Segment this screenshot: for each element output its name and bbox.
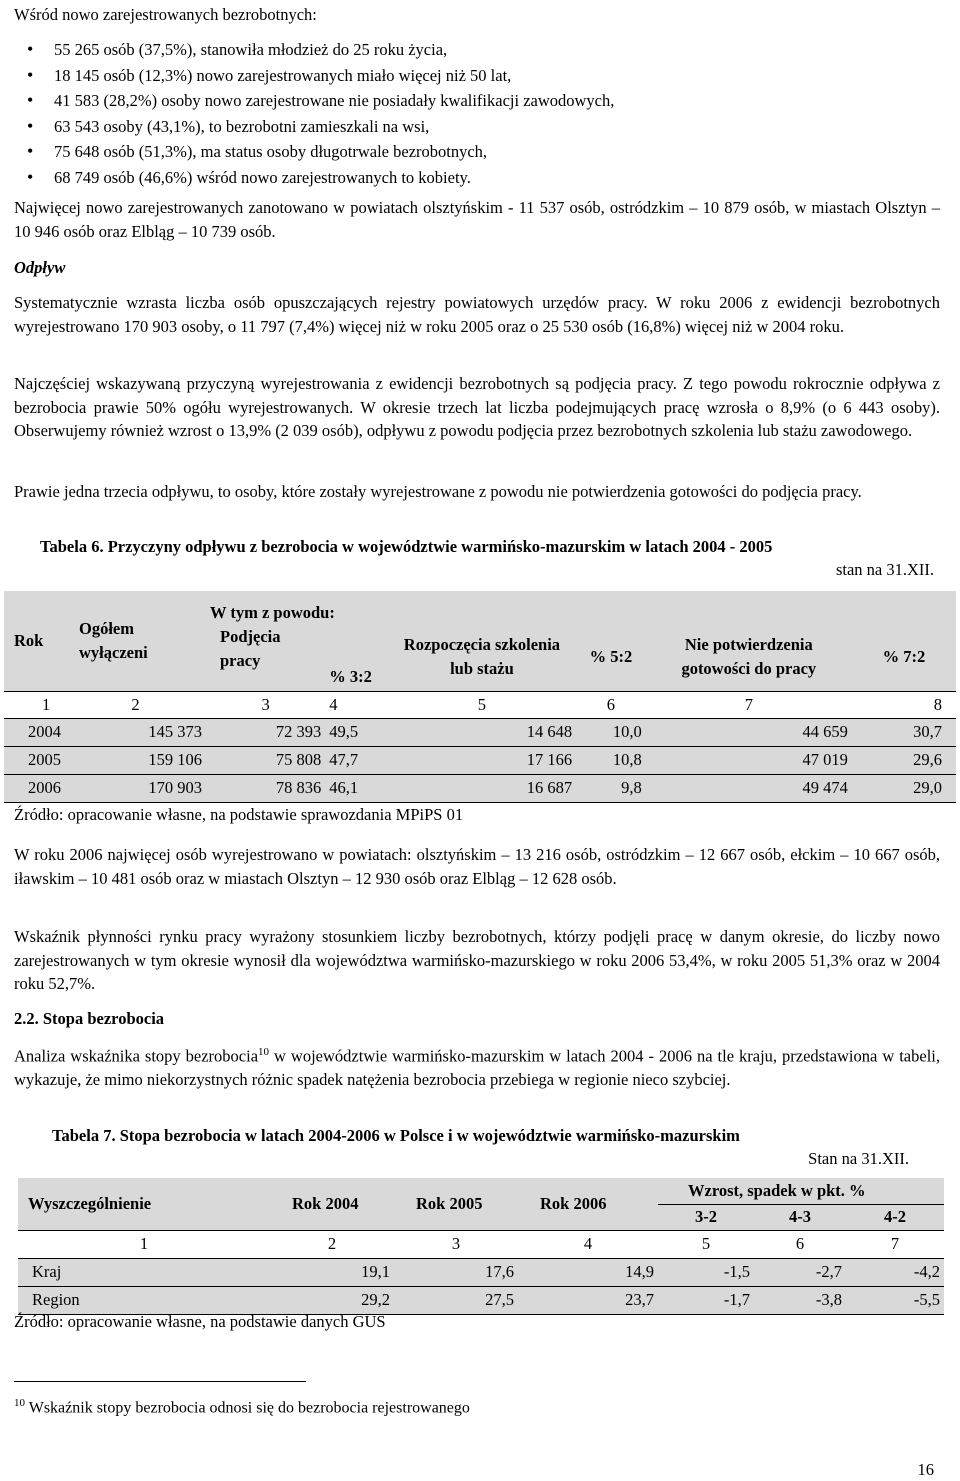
table-cell: 3 [206,691,325,718]
table-cell: -3,8 [754,1286,846,1314]
table-cell: 6 [576,691,646,718]
table-cell: 47 019 [646,746,852,774]
footnote [14,1392,940,1420]
table-7 [18,1178,944,1315]
table-row [4,691,956,718]
header-rok-2005: Rok 2005 [416,1193,483,1213]
table-cell: Region [18,1286,270,1314]
paragraph-text: Analiza wskaźnika stopy bezrobocia [14,1046,259,1066]
list-item: • 18 145 osób (12,3%) nowo zarejestrowanych miało więcej niż 50 lat, [14,63,614,89]
table-cell: 2005 [4,746,65,774]
table-row [18,1258,944,1286]
table-cell: 5 [658,1230,754,1258]
table-cell: 1 [4,691,65,718]
footnote-number: 10 [14,1397,25,1409]
header-w-tym: W tym z powodu: [210,603,335,622]
table-cell: 3 [394,1230,518,1258]
footnote-ref: 10 [258,1046,270,1058]
table-cell: 46,1 [325,774,388,802]
table-cell: 19,1 [270,1258,394,1286]
header-wzrost: Wzrost, spadek w pkt. % [688,1180,866,1200]
paragraph: Najczęściej wskazywaną przyczyną wyrejestrowania z ewidencji bezrobotnych są podjęcia pracy. Z tego powodu rokrocznie odpływa z bezrobocia prawie 50% ogółu wyrejestrowanych. W okresie trzech lat liczba podejmujących pracę wzrosła o 8,9% (o 6 443 osoby). Obserwujemy również wzrost o 13,9% (2 039 osób), odpływu z powodu podjęcia przez bezrobotnych szkolenia lub stażu zawodowego. [14,374,940,440]
header-4-2: 4-2 [846,1204,944,1230]
footnote-separator [14,1381,306,1382]
header-pct-3-2: % 3:2 [329,666,372,686]
table-cell: 170 903 [65,774,206,802]
table-cell: 4 [325,691,388,718]
list-item: • 41 583 (28,2%) osoby nowo zarejestrowane nie posiadały kwalifikacji zawodowych, [14,88,614,114]
header-podjecia: Podjęcia pracy [220,627,281,670]
table-row [4,718,956,746]
table-cell: 7 [846,1230,944,1258]
table-cell: 72 393 [206,718,325,746]
table-cell: -5,5 [846,1286,944,1314]
table-cell: 49 474 [646,774,852,802]
table-cell: 16 687 [388,774,576,802]
table-cell: 145 373 [65,718,206,746]
table-cell: 8 [852,691,956,718]
page-number: 16 [917,1460,934,1479]
table-status: Stan na 31.XII. [808,1149,909,1168]
header-4-3: 4-3 [754,1204,846,1230]
paragraph-text: w województwie warmińsko-mazurskim w latach 2004 - 2006 na tle kraju, przedstawiona w tabeli, wykazuje, że mimo niekorzystnych różnic spadek natężenia bezrobocia przebiega w regionie nieco szybciej. [14,1046,941,1089]
table-6 [4,591,956,803]
table-cell: 47,7 [325,746,388,774]
table-cell: 27,5 [394,1286,518,1314]
table-cell: 14,9 [518,1258,658,1286]
table-cell: -4,2 [846,1258,944,1286]
paragraph: Wskaźnik płynności rynku pracy wyrażony stosunkiem liczby bezrobotnych, którzy podjęli pracę w danym okresie, do liczby nowo zarejestrowanych w tym okresie wynosił dla województwa warmińsko-mazurskiego w roku 2006 53,4%, w roku 2005 51,3% oraz w 2004 roku 52,7%. [14,927,940,993]
table-cell: 159 106 [65,746,206,774]
table-cell: 29,0 [852,774,956,802]
table-row [18,1230,944,1258]
table-row [18,1286,944,1314]
table-cell: 49,5 [325,718,388,746]
paragraph: W roku 2006 najwięcej osób wyrejestrowano w powiatach: olsztyńskim – 13 216 osób, ostródzkim – 12 667 osób, ełckim – 10 667 osób, iławskim – 10 481 osób oraz w miastach Olsztyn – 12 930 osób oraz Elbląg – 12 628 osób. [14,845,940,888]
table-cell: 44 659 [646,718,852,746]
footnote-text: Wskaźnik stopy bezrobocia odnosi się do bezrobocia rejestrowanego [25,1399,470,1417]
header-rok-2006: Rok 2006 [540,1193,607,1213]
table-cell: 9,8 [576,774,646,802]
paragraph: Systematycznie wzrasta liczba osób opuszczających rejestry powiatowych urzędów pracy. W roku 2006 z ewidencji bezrobotnych wyrejestrowano 170 903 osoby, o 11 797 (7,4%) więcej niż w roku 2005 oraz o 25 530 osób (16,8%) więcej niż w 2004 roku. [14,293,940,336]
table-cell: 17 166 [388,746,576,774]
table-title: Tabela 7. Stopa bezrobocia w latach 2004-2006 w Polsce i w województwie warmińsko-mazurskim [52,1126,740,1145]
header-wyszczegolnienie: Wyszczególnienie [28,1193,152,1213]
table-row [4,746,956,774]
table-cell: 2004 [4,718,65,746]
list-item: • 68 749 osób (46,6%) wśród nowo zarejestrowanych to kobiety. [14,165,614,191]
table-cell: 2006 [4,774,65,802]
section-heading: Odpływ [14,258,66,277]
list-item: • 75 648 osób (51,3%), ma status osoby długotrwale bezrobotnych, [14,139,614,165]
table-source: Źródło: opracowanie własne, na podstawie sprawozdania MPiPS 01 [14,805,464,824]
header-rok-2004: Rok 2004 [292,1193,359,1213]
table-cell: -1,5 [658,1258,754,1286]
table-cell: 7 [646,691,852,718]
table-title: Tabela 6. Przyczyny odpływu z bezrobocia w województwie warmińsko-mazurskim w latach 2004 - 2005 [40,537,773,556]
header-rozpoczecia: Rozpoczęcia szkolenia lub stażu [403,634,561,678]
table-cell: 2 [65,691,206,718]
table-cell: 30,7 [852,718,956,746]
header-3-2: 3-2 [658,1204,754,1230]
bullet-list [14,37,614,190]
header-pct-7-2: % 7:2 [882,646,926,666]
table-cell: -1,7 [658,1286,754,1314]
table-cell: 10,0 [576,718,646,746]
table-cell: 23,7 [518,1286,658,1314]
table-cell: 29,2 [270,1286,394,1314]
paragraph [14,1041,940,1092]
table-cell: 4 [518,1230,658,1258]
intro-text: Wśród nowo zarejestrowanych bezrobotnych: [14,5,317,24]
table-cell: 1 [18,1230,270,1258]
table-cell: 29,6 [852,746,956,774]
table-cell: 2 [270,1230,394,1258]
header-pct-5-2: % 5:2 [589,646,633,666]
list-item: • 63 543 osoby (43,1%), to bezrobotni zamieszkali na wsi, [14,114,614,140]
section-heading: 2.2. Stopa bezrobocia [14,1009,165,1028]
paragraph: Najwięcej nowo zarejestrowanych zanotowano w powiatach olsztyńskim - 11 537 osób, ostródzkim – 10 879 osób, w miastach Olsztyn – 10 946 osób oraz Elbląg – 10 739 osób. [14,198,940,241]
table-cell: 5 [388,691,576,718]
table-cell: 10,8 [576,746,646,774]
table-cell: 6 [754,1230,846,1258]
table-cell: 75 808 [206,746,325,774]
table-cell: Kraj [18,1258,270,1286]
table-cell: 78 836 [206,774,325,802]
table-status: stan na 31.XII. [835,560,934,579]
table-cell: 14 648 [388,718,576,746]
list-item: • 55 265 osób (37,5%), stanowiła młodzież do 25 roku życia, [14,37,614,63]
table-source: Źródło: opracowanie własne, na podstawie danych GUS [14,1312,386,1331]
header-nie-potwierdzenia: Nie potwierdzenia gotowości do pracy [681,634,817,678]
table-row [4,774,956,802]
header-rok: Rok [14,630,44,650]
table-cell: 17,6 [394,1258,518,1286]
paragraph: Prawie jedna trzecia odpływu, to osoby, które zostały wyrejestrowane z powodu nie potwierdzenia gotowości do podjęcia pracy. [14,482,862,501]
header-ogolem: Ogółem wyłączeni [79,618,148,662]
table-cell: -2,7 [754,1258,846,1286]
